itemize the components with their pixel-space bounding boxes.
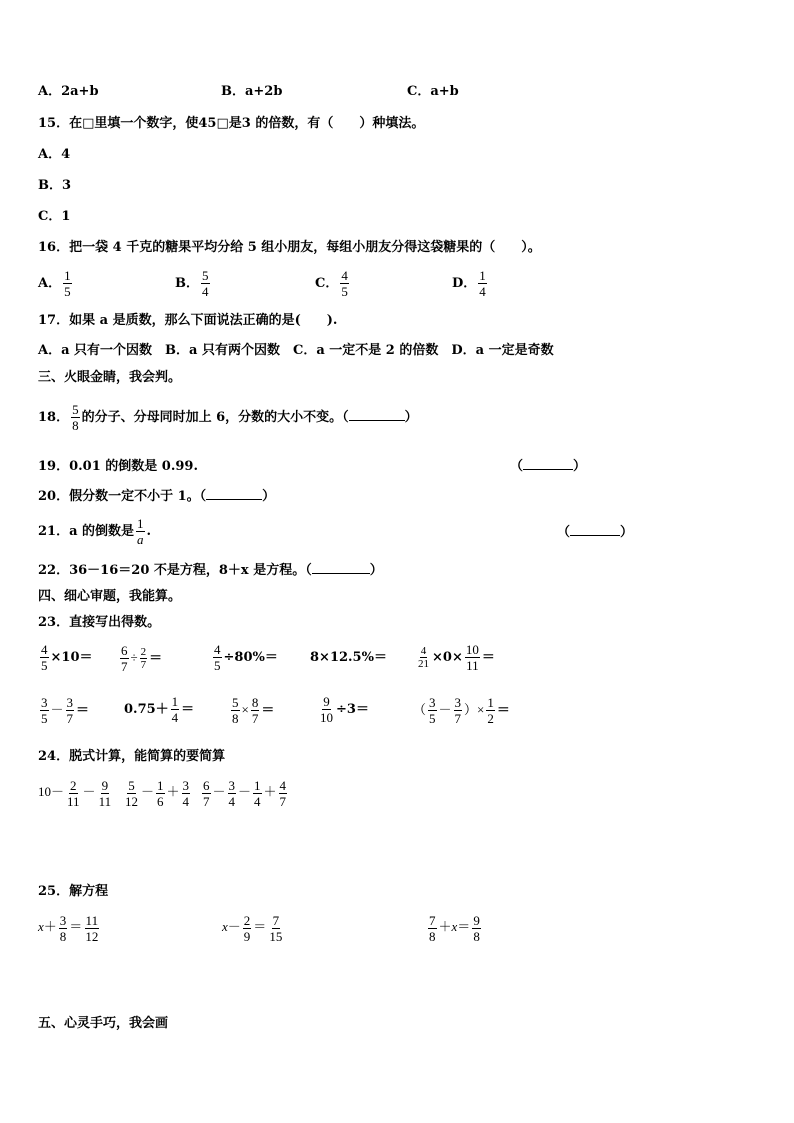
section-3-heading: 三、火眼金睛，我会判。 [38, 370, 182, 385]
q23-r1-expr4: 8×12.5%＝ [310, 650, 387, 665]
q23-r1-expr2: $\frac{6}{7}$ ÷ $\frac{2}{7}$ ＝ [121, 643, 163, 674]
q19-answer: （ ） [510, 459, 587, 474]
q23-r2-expr3: $\frac{5}{8}$ × $\frac{8}{7}$ ＝ [232, 695, 275, 726]
q25-equation1: x＋ $\frac{3}{8}$ ＝ $\frac{11}{12}$ [38, 912, 99, 944]
q25-equation3: $\frac{7}{8}$ ＋x＝ $\frac{9}{8}$ [429, 912, 480, 944]
q23-r2-expr1: $\frac{3}{5}$ － $\frac{3}{7}$ ＝ [41, 695, 90, 726]
q17-options: A．a 只有一个因数 B．a 只有两个因数 C．a 一定不是 2 的倍数 D．a 一定是奇数 [38, 343, 554, 358]
q16-option-c: C． $\frac{4}{5}$ [315, 268, 348, 299]
q21-answer: （ ） [557, 525, 634, 540]
q19-text: 19．0.01 的倒数是 0.99. [38, 459, 198, 474]
q18: 18． $\frac{5}{8}$ 的分子、分母同时加上 6，分数的大小不变。（ ） [38, 402, 418, 433]
answer-blank[interactable] [570, 535, 620, 536]
q23-r2-expr4: $\frac{9}{10}$ ÷3＝ [320, 694, 369, 725]
q25-equation2: x－ $\frac{2}{9}$ ＝ $\frac{7}{15}$ [222, 912, 283, 944]
q15-option-a: A．4 [38, 147, 71, 162]
q16-stem: 16．把一袋 4 千克的糖果平均分给 5 组小朋友，每组小朋友分得这袋糖果的（ ）。 [38, 240, 541, 255]
fraction: $\frac{5}{4}$ [202, 268, 209, 299]
answer-blank[interactable] [523, 469, 573, 470]
q24-stem: 24．脱式计算，能简算的要简算 [38, 749, 226, 764]
q15-option-b: B．3 [38, 178, 72, 193]
answer-blank[interactable] [312, 573, 370, 574]
q14-option-b: B．a+2b [221, 84, 283, 99]
q25-stem: 25．解方程 [38, 884, 109, 899]
q24-expr3: $\frac{6}{7}$ － $\frac{3}{4}$ － $\frac{1}{4}$ ＋ $\frac{4}{7}$ [203, 777, 287, 809]
q16-option-d: D． $\frac{1}{4}$ [452, 268, 486, 299]
q21-text: 21．a 的倒数是 $\frac{1}{a}$ . [38, 516, 152, 547]
q16-option-a: A． $\frac{1}{5}$ [38, 268, 71, 299]
q15-option-c: C．1 [38, 209, 71, 224]
answer-blank[interactable] [206, 499, 262, 500]
q23-stem: 23．直接写出得数。 [38, 615, 161, 630]
fraction: $\frac{1}{4}$ [479, 268, 486, 299]
q23-r1-expr1: $\frac{4}{5}$ ×10＝ [41, 642, 93, 673]
q23-r1-expr3: $\frac{4}{5}$ ÷80%＝ [214, 642, 278, 673]
fraction: $\frac{1}{5}$ [64, 268, 71, 299]
fraction: $\frac{1}{a}$ [137, 516, 144, 547]
section-4-heading: 四、细心审题，我能算。 [38, 589, 182, 604]
q17-stem: 17．如果 a 是质数，那么下面说法正确的是( ). [38, 313, 338, 328]
fraction: $\frac{4}{5}$ [341, 268, 348, 299]
q14-option-a: A．2a+b [38, 84, 99, 99]
q23-r2-expr2: 0.75＋ $\frac{1}{4}$ ＝ [124, 694, 195, 725]
q24-expr2: $\frac{5}{12}$ － $\frac{1}{6}$ ＋ $\frac{3}{4}$ [125, 777, 190, 809]
q22: 22．36－16＝20 不是方程，8＋x 是方程。（ ） [38, 563, 383, 578]
q14-option-c: C．a+b [407, 84, 459, 99]
q23-r1-expr5: $\frac{4}{21}$ ×0× $\frac{10}{11}$ ＝ [418, 642, 495, 673]
q24-expr1: 10－ $\frac{2}{11}$ － $\frac{9}{11}$ [38, 777, 112, 809]
fraction: $\frac{5}{8}$ [72, 402, 79, 433]
section-5-heading: 五、心灵手巧，我会画 [38, 1016, 169, 1031]
q20: 20．假分数一定不小于 1。（ ） [38, 489, 276, 504]
q16-option-b: B． $\frac{5}{4}$ [175, 268, 209, 299]
answer-blank[interactable] [349, 420, 405, 421]
q15-stem: 15．在□里填一个数字，使45□是3 的倍数，有（ ）种填法。 [38, 116, 425, 131]
q23-r2-expr5: （ $\frac{3}{5}$ － $\frac{3}{7}$ ）× $\frac{1}{2}$ ＝ [413, 695, 510, 726]
